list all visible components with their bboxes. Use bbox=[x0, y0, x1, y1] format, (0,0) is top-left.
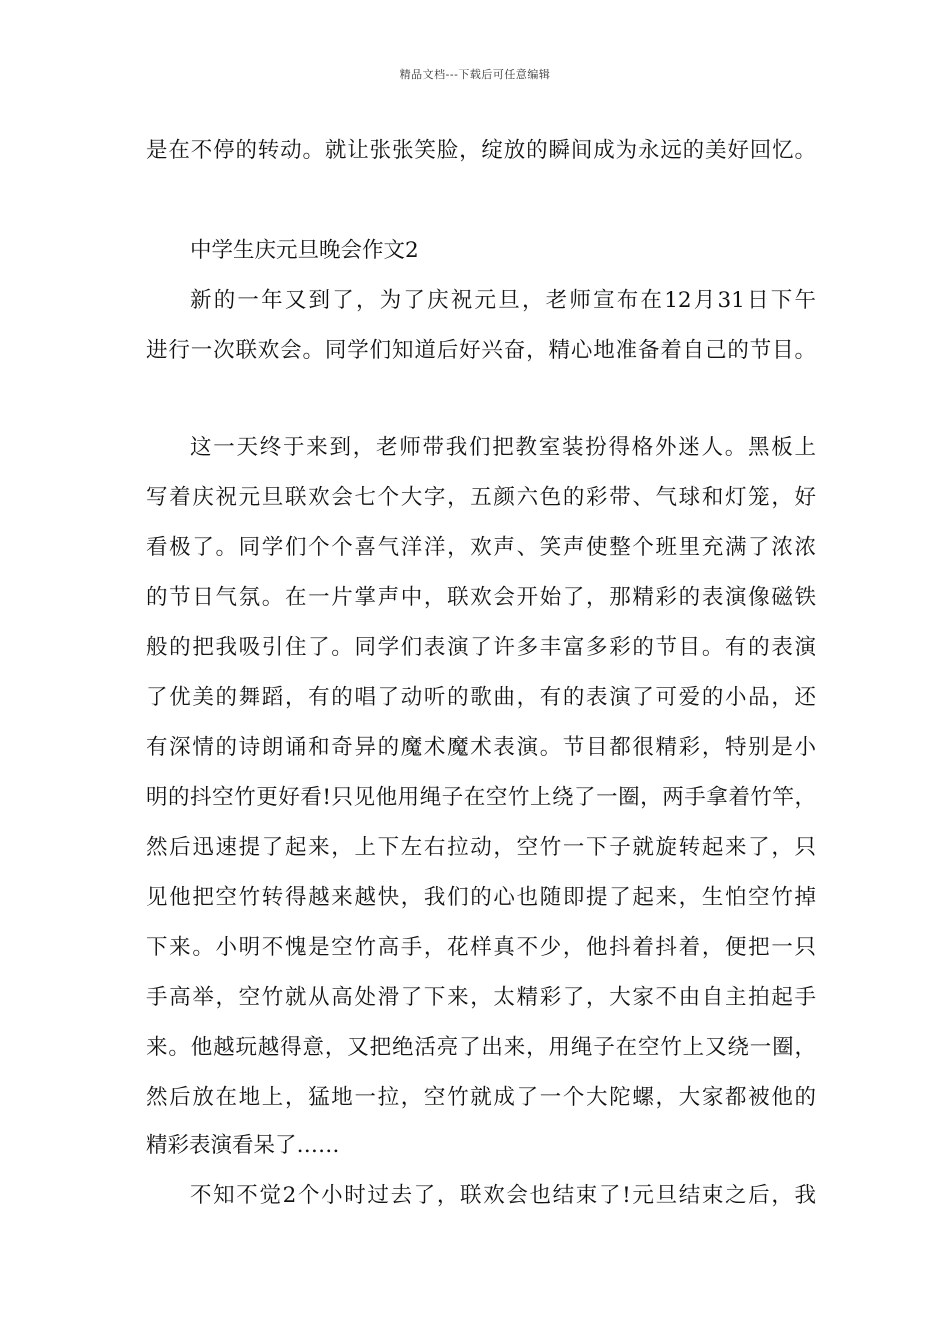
paragraph-line: 这一天终于来到，老师带我们把教室装扮得格外迷人。黑板上 bbox=[190, 435, 816, 460]
paragraph-line: 见他把空竹转得越来越快，我们的心也随即提了起来，生怕空竹掉 bbox=[146, 885, 816, 910]
paragraph-line: 写着庆祝元旦联欢会七个大字，五颜六色的彩带、气球和灯笼，好 bbox=[146, 485, 816, 510]
paragraph-line: 看极了。同学们个个喜气洋洋，欢声、笑声使整个班里充满了浓浓 bbox=[146, 535, 816, 560]
page-header: 精品文档---下载后可任意编辑 bbox=[399, 68, 551, 81]
paragraph-line: 手高举，空竹就从高处滑了下来，太精彩了，大家不由自主拍起手 bbox=[146, 985, 816, 1010]
paragraph-line: 来。他越玩越得意，又把绝活亮了出来，用绳子在空竹上又绕一圈， bbox=[146, 1035, 816, 1060]
paragraph-line: 精彩表演看呆了…… bbox=[146, 1133, 340, 1158]
paragraph-line: 有深情的诗朗诵和奇异的魔术魔术表演。节目都很精彩，特别是小 bbox=[146, 735, 816, 760]
paragraph-line: 进行一次联欢会。同学们知道后好兴奋，精心地准备着自己的节目。 bbox=[146, 338, 816, 363]
paragraph-line: 了优美的舞蹈，有的唱了动听的歌曲，有的表演了可爱的小品，还 bbox=[146, 685, 816, 710]
paragraph-line: 然后放在地上，猛地一拉，空竹就成了一个大陀螺，大家都被他的 bbox=[146, 1085, 816, 1110]
paragraph-line: 然后迅速提了起来，上下左右拉动，空竹一下子就旋转起来了，只 bbox=[146, 835, 816, 860]
paragraph-line: 般的把我吸引住了。同学们表演了许多丰富多彩的节目。有的表演 bbox=[146, 635, 816, 660]
section-title: 中学生庆元旦晚会作文2 bbox=[190, 238, 419, 263]
paragraph-line: 是在不停的转动。就让张张笑脸，绽放的瞬间成为永远的美好回忆。 bbox=[146, 138, 816, 163]
paragraph-line: 下来。小明不愧是空竹高手，花样真不少，他抖着抖着，便把一只 bbox=[146, 935, 816, 960]
paragraph-line: 新的一年又到了，为了庆祝元旦，老师宣布在12月31日下午 bbox=[190, 288, 816, 313]
paragraph-line: 不知不觉2个小时过去了，联欢会也结束了!元旦结束之后，我 bbox=[190, 1183, 816, 1208]
paragraph-line: 明的抖空竹更好看!只见他用绳子在空竹上绕了一圈，两手拿着竹竿， bbox=[146, 785, 816, 810]
paragraph-line: 的节日气氛。在一片掌声中，联欢会开始了，那精彩的表演像磁铁 bbox=[146, 585, 816, 610]
